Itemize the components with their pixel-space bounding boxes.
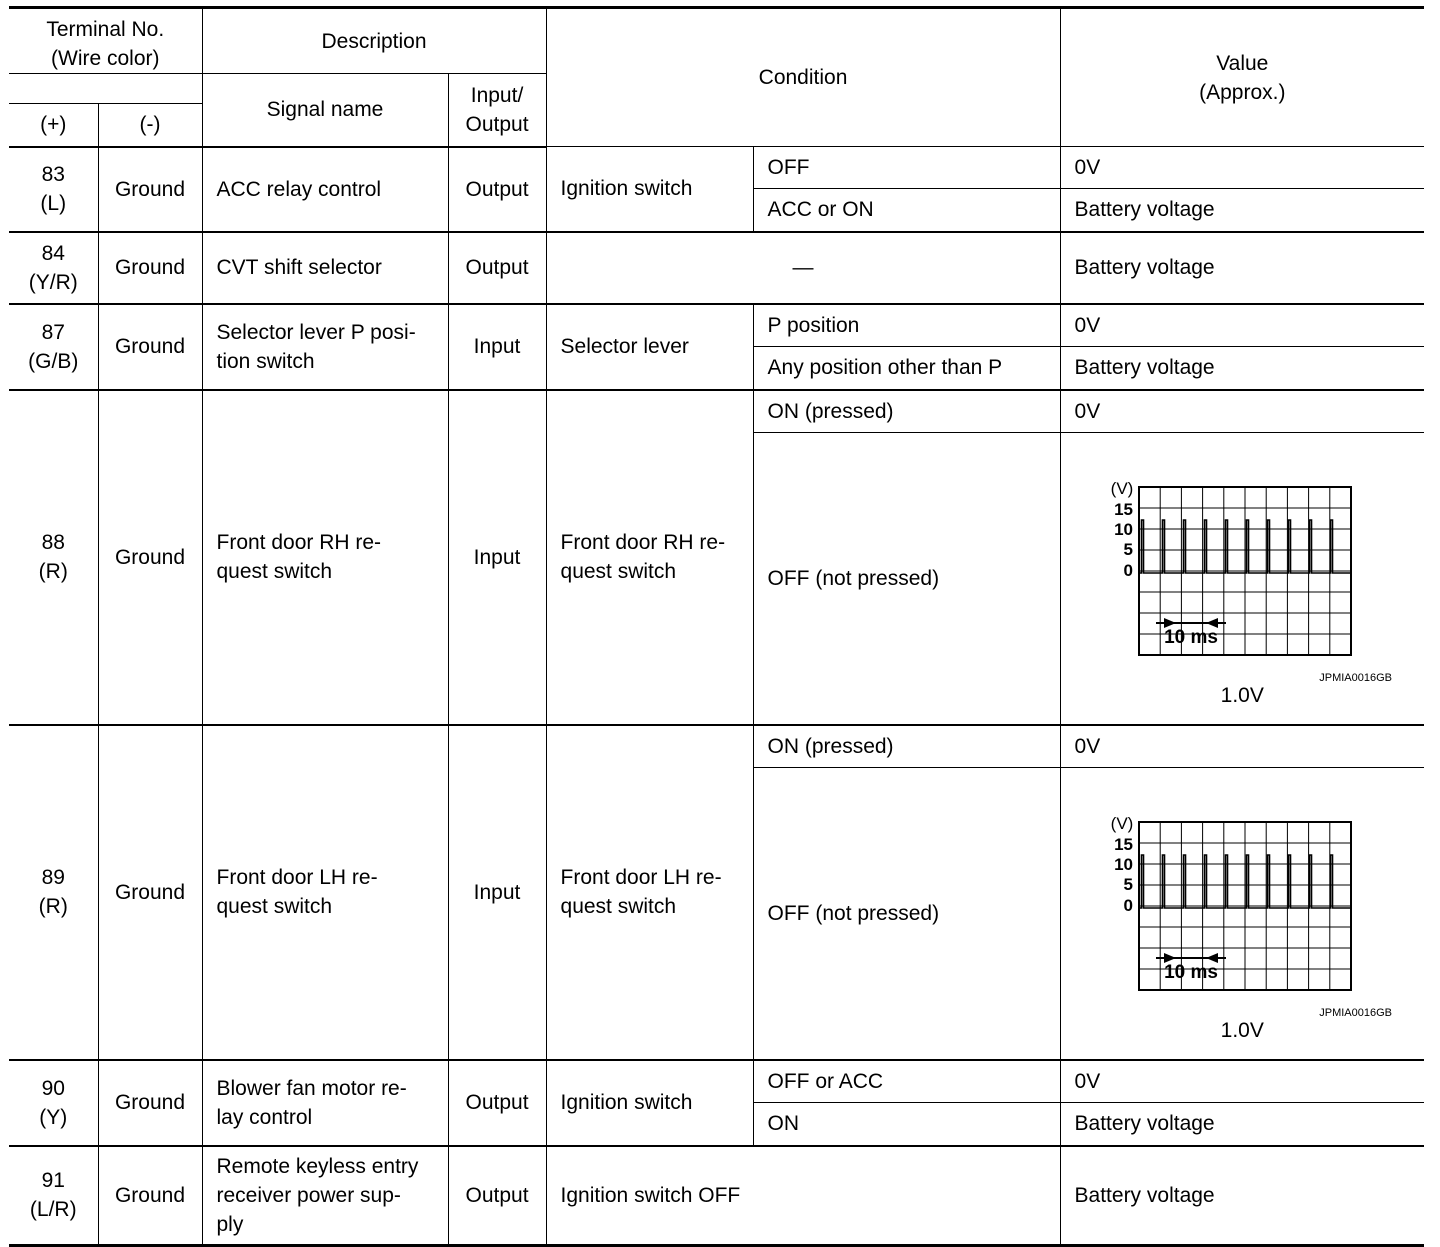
oscilloscope-waveform — [1062, 433, 1422, 687]
io-direction: Input — [448, 390, 546, 725]
io-direction: Output — [448, 1060, 546, 1146]
header-value: Value (Approx.) — [1060, 8, 1424, 147]
ground-terminal: Ground — [98, 1146, 202, 1246]
signal-name: Front door LH re- quest switch — [202, 725, 448, 1060]
condition-state: OFF — [753, 147, 1060, 189]
condition-state: ACC or ON — [753, 189, 1060, 232]
terminal-spec-table — [9, 6, 1424, 1247]
value: Battery voltage — [1060, 232, 1424, 304]
header-signal-name: Signal name — [202, 74, 448, 147]
condition-state: ON (pressed) — [753, 725, 1060, 768]
waveform-value-cell — [1060, 433, 1424, 725]
condition-state: Any position other than P — [753, 347, 1060, 390]
value: Battery voltage — [1060, 189, 1424, 232]
signal-name: CVT shift selector — [202, 232, 448, 304]
condition: — — [546, 232, 1060, 304]
signal-name: Front door RH re- quest switch — [202, 390, 448, 725]
condition: Front door RH re- quest switch — [546, 390, 753, 725]
ground-terminal: Ground — [98, 232, 202, 304]
waveform-y-tick: 0 — [1123, 561, 1134, 580]
figure-id: JPMIA0016GB — [1319, 672, 1393, 684]
condition-state: ON (pressed) — [753, 390, 1060, 433]
condition-state: ON — [753, 1103, 1060, 1146]
condition-state: OFF or ACC — [753, 1060, 1060, 1103]
condition: Ignition switch — [546, 147, 753, 232]
value: 0V — [1060, 304, 1424, 347]
terminal-number: 83 (L) — [9, 147, 98, 232]
header-minus: (-) — [98, 104, 202, 147]
waveform-value-cell — [1060, 768, 1424, 1060]
value: 0V — [1060, 390, 1424, 433]
waveform-y-tick: 15 — [1114, 500, 1134, 519]
value: 0V — [1060, 1060, 1424, 1103]
header-description: Description — [202, 8, 546, 74]
value: Battery voltage — [1060, 1103, 1424, 1146]
ground-terminal: Ground — [98, 1060, 202, 1146]
ground-terminal: Ground — [98, 304, 202, 390]
terminal-number: 91 (L/R) — [9, 1146, 98, 1246]
value: 0V — [1060, 147, 1424, 189]
condition: Front door LH re- quest switch — [546, 725, 753, 1060]
signal-name: Selector lever P posi- tion switch — [202, 304, 448, 390]
header-plus: (+) — [9, 104, 98, 147]
condition: Selector lever — [546, 304, 753, 390]
header-input-output: Input/ Output — [448, 74, 546, 147]
value: Battery voltage — [1060, 1146, 1424, 1246]
condition-state: OFF (not pressed) — [753, 768, 1060, 1060]
figure-id: JPMIA0016GB — [1319, 1007, 1393, 1019]
waveform-y-tick: 15 — [1114, 835, 1134, 854]
signal-name: ACC relay control — [202, 147, 448, 232]
value: 1.0V — [1220, 684, 1264, 707]
header-terminal-spacer — [9, 74, 202, 104]
terminal-number: 87 (G/B) — [9, 304, 98, 390]
oscilloscope-waveform — [1062, 768, 1422, 1022]
signal-name: Blower fan motor re- lay control — [202, 1060, 448, 1146]
io-direction: Output — [448, 1146, 546, 1246]
value: 1.0V — [1220, 1019, 1264, 1042]
terminal-number: 84 (Y/R) — [9, 232, 98, 304]
ground-terminal: Ground — [98, 147, 202, 232]
io-direction: Output — [448, 147, 546, 232]
ground-terminal: Ground — [98, 725, 202, 1060]
terminal-number: 89 (R) — [9, 725, 98, 1060]
io-direction: Input — [448, 304, 546, 390]
waveform-y-tick: 10 — [1114, 855, 1134, 874]
value: Battery voltage — [1060, 347, 1424, 390]
waveform-time-label: 10 ms — [1164, 962, 1219, 983]
waveform-y-tick: 5 — [1123, 540, 1134, 559]
condition-state: OFF (not pressed) — [753, 433, 1060, 725]
header-condition: Condition — [546, 8, 1060, 147]
waveform-y-unit: (V) — [1110, 814, 1134, 833]
waveform-time-label: 10 ms — [1164, 627, 1219, 648]
terminal-number: 88 (R) — [9, 390, 98, 725]
condition: Ignition switch — [546, 1060, 753, 1146]
signal-name: Remote keyless entry receiver power sup- ply — [202, 1146, 448, 1246]
header-terminal-no: Terminal No. (Wire color) — [9, 8, 202, 74]
value: 0V — [1060, 725, 1424, 768]
waveform-y-tick: 0 — [1123, 896, 1134, 915]
condition-state: P position — [753, 304, 1060, 347]
waveform-y-tick: 5 — [1123, 875, 1134, 894]
io-direction: Output — [448, 232, 546, 304]
io-direction: Input — [448, 725, 546, 1060]
waveform-y-unit: (V) — [1110, 479, 1134, 498]
condition: Ignition switch OFF — [546, 1146, 1060, 1246]
terminal-number: 90 (Y) — [9, 1060, 98, 1146]
waveform-y-tick: 10 — [1114, 520, 1134, 539]
ground-terminal: Ground — [98, 390, 202, 725]
